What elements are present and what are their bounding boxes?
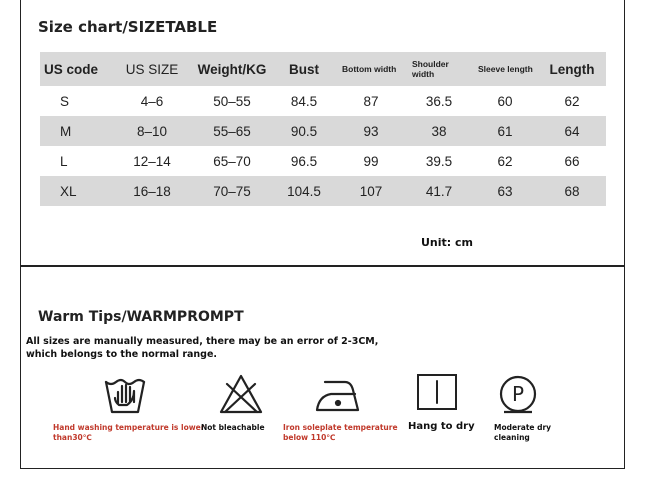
table-cell: 107 [359, 183, 383, 199]
size-table [40, 52, 606, 206]
care-hand-wash [53, 372, 204, 443]
table-cell: 39.5 [425, 153, 453, 169]
svg-text:P: P [511, 382, 525, 406]
table-cell: 90.5 [290, 123, 318, 139]
care-dry-clean [494, 372, 551, 443]
table-cell: 63 [497, 183, 513, 199]
table-cell: 8–10 [136, 123, 168, 139]
table-cell: 62 [497, 153, 513, 169]
unit-label: Unit: cm [421, 236, 474, 249]
care-label: Hand washing temperature is lower than30℃ [53, 423, 205, 442]
size-chart-title: Size chart/SIZETABLE [38, 18, 218, 36]
care-iron [283, 372, 398, 443]
table-cell: 84.5 [290, 93, 318, 109]
care-label: Not bleachable [201, 423, 265, 432]
warm-tips-title: Warm Tips/WARMPROMPT [38, 309, 244, 325]
table-header-row [40, 52, 606, 86]
dry-clean-icon [496, 372, 551, 420]
warm-tips-section [20, 266, 625, 469]
care-no-bleach [201, 372, 265, 433]
header-us-code: US code [44, 61, 99, 77]
header-bottom-width: Bottom width [342, 64, 397, 74]
care-hang-dry [408, 372, 475, 432]
table-cell: 12–14 [133, 153, 171, 169]
table-cell: 38 [431, 123, 447, 139]
table-cell: 62 [564, 93, 580, 109]
table-cell: 70–75 [213, 183, 251, 199]
table-cell: 65–70 [213, 153, 251, 169]
table-cell: 93 [363, 123, 379, 139]
table-cell: 87 [363, 93, 379, 109]
table-cell: 4–6 [140, 93, 164, 109]
hand-wash-icon [103, 372, 204, 420]
header-sleeve-length: Sleeve length [478, 64, 533, 74]
care-label: Iron soleplate temperature below 110℃ [283, 423, 398, 442]
table-cell: 99 [363, 153, 379, 169]
hang-dry-icon [414, 372, 475, 416]
table-cell: 61 [497, 123, 513, 139]
header-bust: Bust [289, 61, 319, 77]
table-row [40, 146, 606, 176]
no-bleach-icon [217, 372, 265, 420]
measurement-note [26, 335, 378, 361]
header-shoulder-width: Shoulder width [412, 59, 449, 79]
table-cell: 55–65 [213, 123, 251, 139]
table-cell: XL [60, 183, 77, 199]
header-length: Length [549, 61, 595, 77]
header-weight: Weight/KG [197, 61, 267, 77]
table-cell: 104.5 [287, 183, 321, 199]
table-cell: M [60, 123, 72, 139]
header-us-size: US SIZE [125, 61, 179, 77]
table-cell: L [60, 153, 68, 169]
table-cell: 41.7 [425, 183, 453, 199]
table-cell: 36.5 [425, 93, 453, 109]
table-cell: 68 [564, 183, 580, 199]
table-cell: 66 [564, 153, 580, 169]
table-row [40, 176, 606, 206]
table-cell: 64 [564, 123, 580, 139]
table-cell: S [60, 93, 70, 109]
note-line: which belongs to the normal range. [26, 349, 218, 360]
size-chart-section [20, 0, 625, 266]
table-row [40, 86, 606, 116]
care-label: Moderate dry cleaning [494, 423, 552, 442]
table-row [40, 116, 606, 146]
table-cell: 16–18 [133, 183, 171, 199]
iron-icon [313, 372, 398, 420]
table-cell: 96.5 [290, 153, 318, 169]
table-cell: 50–55 [213, 93, 251, 109]
care-label: Hang to dry [408, 421, 475, 432]
table-cell: 60 [497, 93, 513, 109]
note-line: All sizes are manually measured, there may be an error of 2-3CM, [26, 336, 379, 347]
